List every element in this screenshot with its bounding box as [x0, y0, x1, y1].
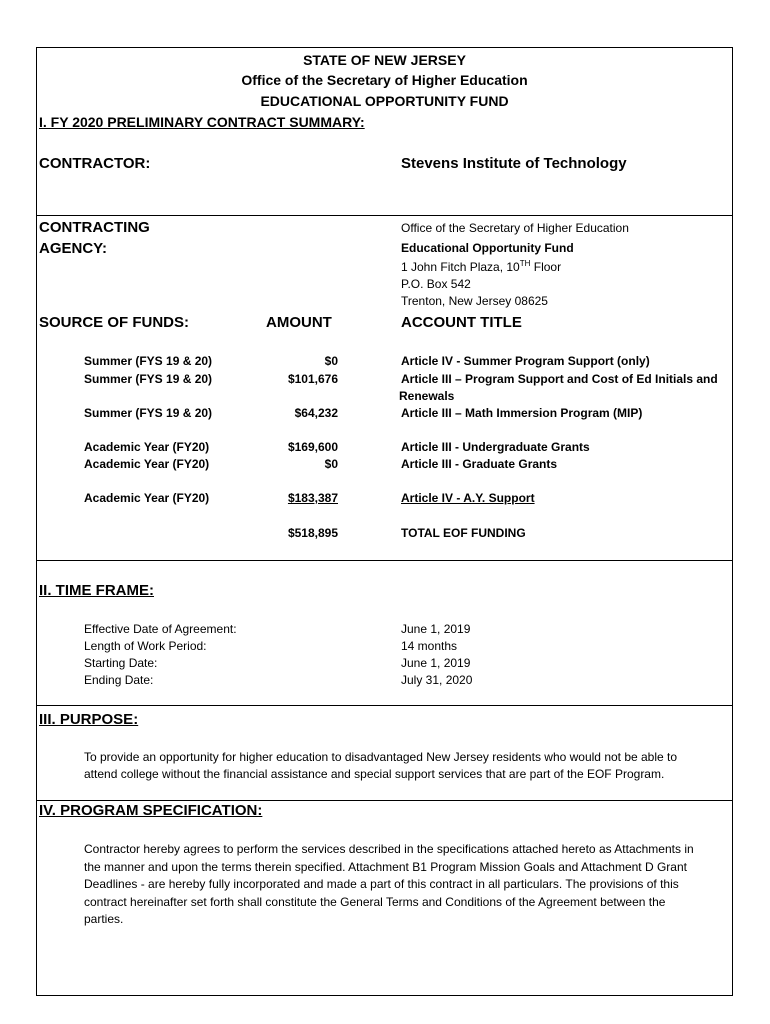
header-state: STATE OF NEW JERSEY	[303, 52, 466, 68]
fund-account: Article III – Math Immersion Program (MIP)	[401, 406, 643, 420]
fund-amount: $183,387	[287, 491, 338, 505]
time-frame-label: Starting Date:	[84, 656, 158, 670]
fund-account: Article III - Undergraduate Grants	[401, 440, 590, 454]
fund-amount: $169,600	[287, 440, 338, 454]
total-amount: $518,895	[287, 526, 338, 540]
agency-label: AGENCY:	[39, 240, 108, 257]
amount-header: AMOUNT	[266, 314, 332, 331]
agency-city: Trenton, New Jersey 08625	[401, 294, 548, 308]
contractor-label: CONTRACTOR:	[39, 155, 151, 172]
section-title-purpose: III. PURPOSE:	[39, 711, 139, 728]
fund-amount: $64,232	[294, 406, 338, 420]
divider-line	[36, 560, 733, 561]
fund-amount: $0	[324, 354, 338, 368]
fund-account-cont: Renewals	[399, 389, 455, 403]
fund-source: Academic Year (FY20)	[84, 440, 210, 454]
divider-line	[36, 705, 733, 706]
program-spec-line: contract hereinafter set forth shall constitute the General Terms and Conditions of the Agreement between the	[84, 895, 666, 909]
program-spec-line: Deadlines - are hereby fully incorporated and made a part of this contract in all particulars. The provisions of this	[84, 877, 679, 891]
purpose-line: To provide an opportunity for higher education to disadvantaged New Jersey residents who would not be able to	[84, 750, 678, 764]
time-frame-value: 14 months	[401, 639, 458, 653]
time-frame-value: June 1, 2019	[401, 656, 471, 670]
time-frame-label: Length of Work Period:	[84, 639, 207, 653]
section-title-summary: I. FY 2020 PRELIMINARY CONTRACT SUMMARY:	[39, 114, 365, 130]
account-title-header: ACCOUNT TITLE	[401, 314, 522, 331]
agency-label: CONTRACTING	[39, 219, 150, 236]
fund-source: Summer (FYS 19 & 20)	[84, 372, 213, 386]
agency-pobox: P.O. Box 542	[401, 277, 471, 291]
divider-line	[36, 800, 733, 801]
time-frame-value: June 1, 2019	[401, 622, 471, 636]
program-spec-line: the manner and upon the terms therein specified. Attachment B1 Program Mission Goals and Attachment D Grant	[84, 860, 687, 874]
purpose-line: attend college without the financial assistance and special support services that are part of the EOF Program.	[84, 767, 665, 781]
program-spec-line: Contractor hereby agrees to perform the services described in the specifications attached hereto as Attachments in	[84, 842, 694, 856]
agency-address: 1 John Fitch Plaza, 10TH Floor	[401, 259, 562, 274]
program-spec-line: parties.	[84, 912, 124, 926]
fund-account: Article IV - Summer Program Support (only)	[401, 354, 650, 368]
time-frame-value: July 31, 2020	[401, 673, 473, 687]
fund-account: Article IV - A.Y. Support	[401, 491, 535, 505]
time-frame-label: Effective Date of Agreement:	[84, 622, 237, 636]
fund-amount: $0	[324, 457, 338, 471]
fund-source: Summer (FYS 19 & 20)	[84, 354, 213, 368]
contractor-value: Stevens Institute of Technology	[401, 155, 627, 172]
source-of-funds-header: SOURCE OF FUNDS:	[39, 314, 189, 331]
fund-source: Academic Year (FY20)	[84, 491, 210, 505]
total-label: TOTAL EOF FUNDING	[401, 526, 526, 540]
header-office: Office of the Secretary of Higher Education	[241, 72, 528, 88]
divider-line	[36, 215, 733, 216]
time-frame-label: Ending Date:	[84, 673, 154, 687]
fund-source: Academic Year (FY20)	[84, 457, 210, 471]
section-title-time-frame: II. TIME FRAME:	[39, 582, 154, 599]
header-fund: EDUCATIONAL OPPORTUNITY FUND	[260, 93, 509, 109]
fund-account: Article III - Graduate Grants	[401, 457, 558, 471]
section-title-program-specification: IV. PROGRAM SPECIFICATION:	[39, 802, 263, 819]
fund-account: Article III – Program Support and Cost of Ed Initials and	[401, 372, 718, 386]
agency-fund: Educational Opportunity Fund	[401, 241, 574, 255]
agency-name: Office of the Secretary of Higher Education	[401, 221, 629, 235]
fund-amount: $101,676	[287, 372, 338, 386]
fund-source: Summer (FYS 19 & 20)	[84, 406, 213, 420]
